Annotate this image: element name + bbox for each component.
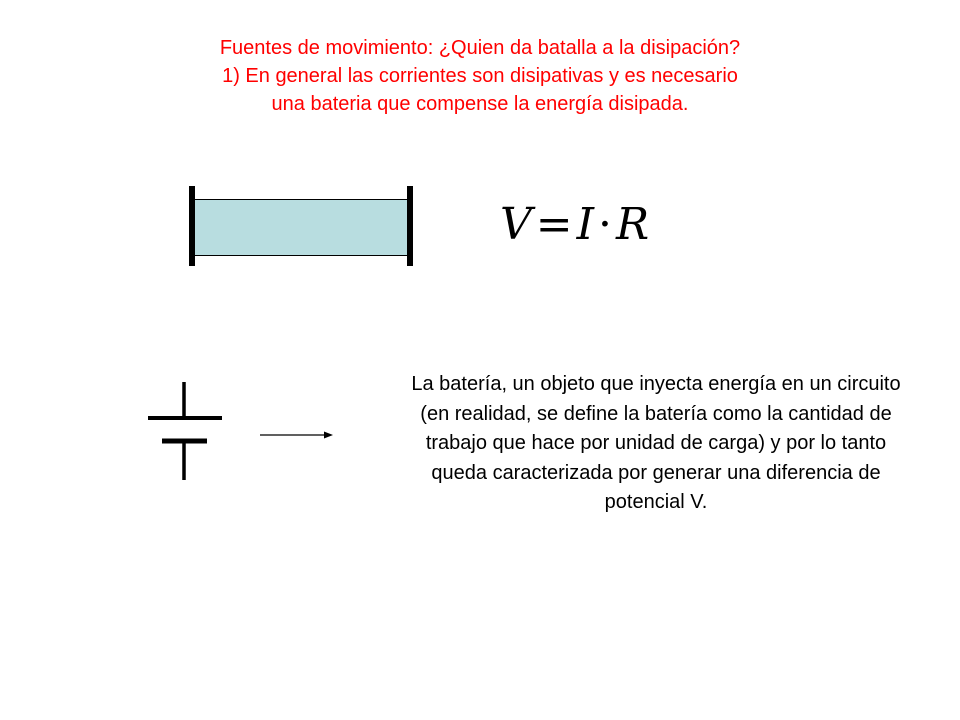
equation-current: I [576,199,595,250]
arrow-head [324,432,333,439]
equation-resistance: R [616,199,650,250]
resistor-body [194,199,408,256]
title-line-1: Fuentes de movimiento: ¿Quien da batalla a la disipación? [219,37,741,59]
resistor-right-terminal [407,186,413,266]
resistor-left-terminal [189,186,195,266]
title-line-2: 1) En general las corrientes son disipativas y es necesario [222,65,738,87]
resistor-icon [186,186,418,270]
equation-voltage: V [500,199,532,250]
title-line-3: una bateria que compense la energía disipada. [271,93,689,115]
arrow-right-icon [258,425,334,445]
equation-equals: = [535,199,573,250]
slide-title [120,34,840,118]
ohms-law-equation [500,200,660,250]
battery-description: La batería, un objeto que inyecta energía en un circuito (en realidad, se define la batería como la cantidad de trabajo que hace por unidad de carga) y por lo tanto queda caracterizada por generar una diferencia de potencial V. [411,373,901,513]
battery-symbol-icon [145,380,225,484]
equation-dot: · [598,199,613,250]
